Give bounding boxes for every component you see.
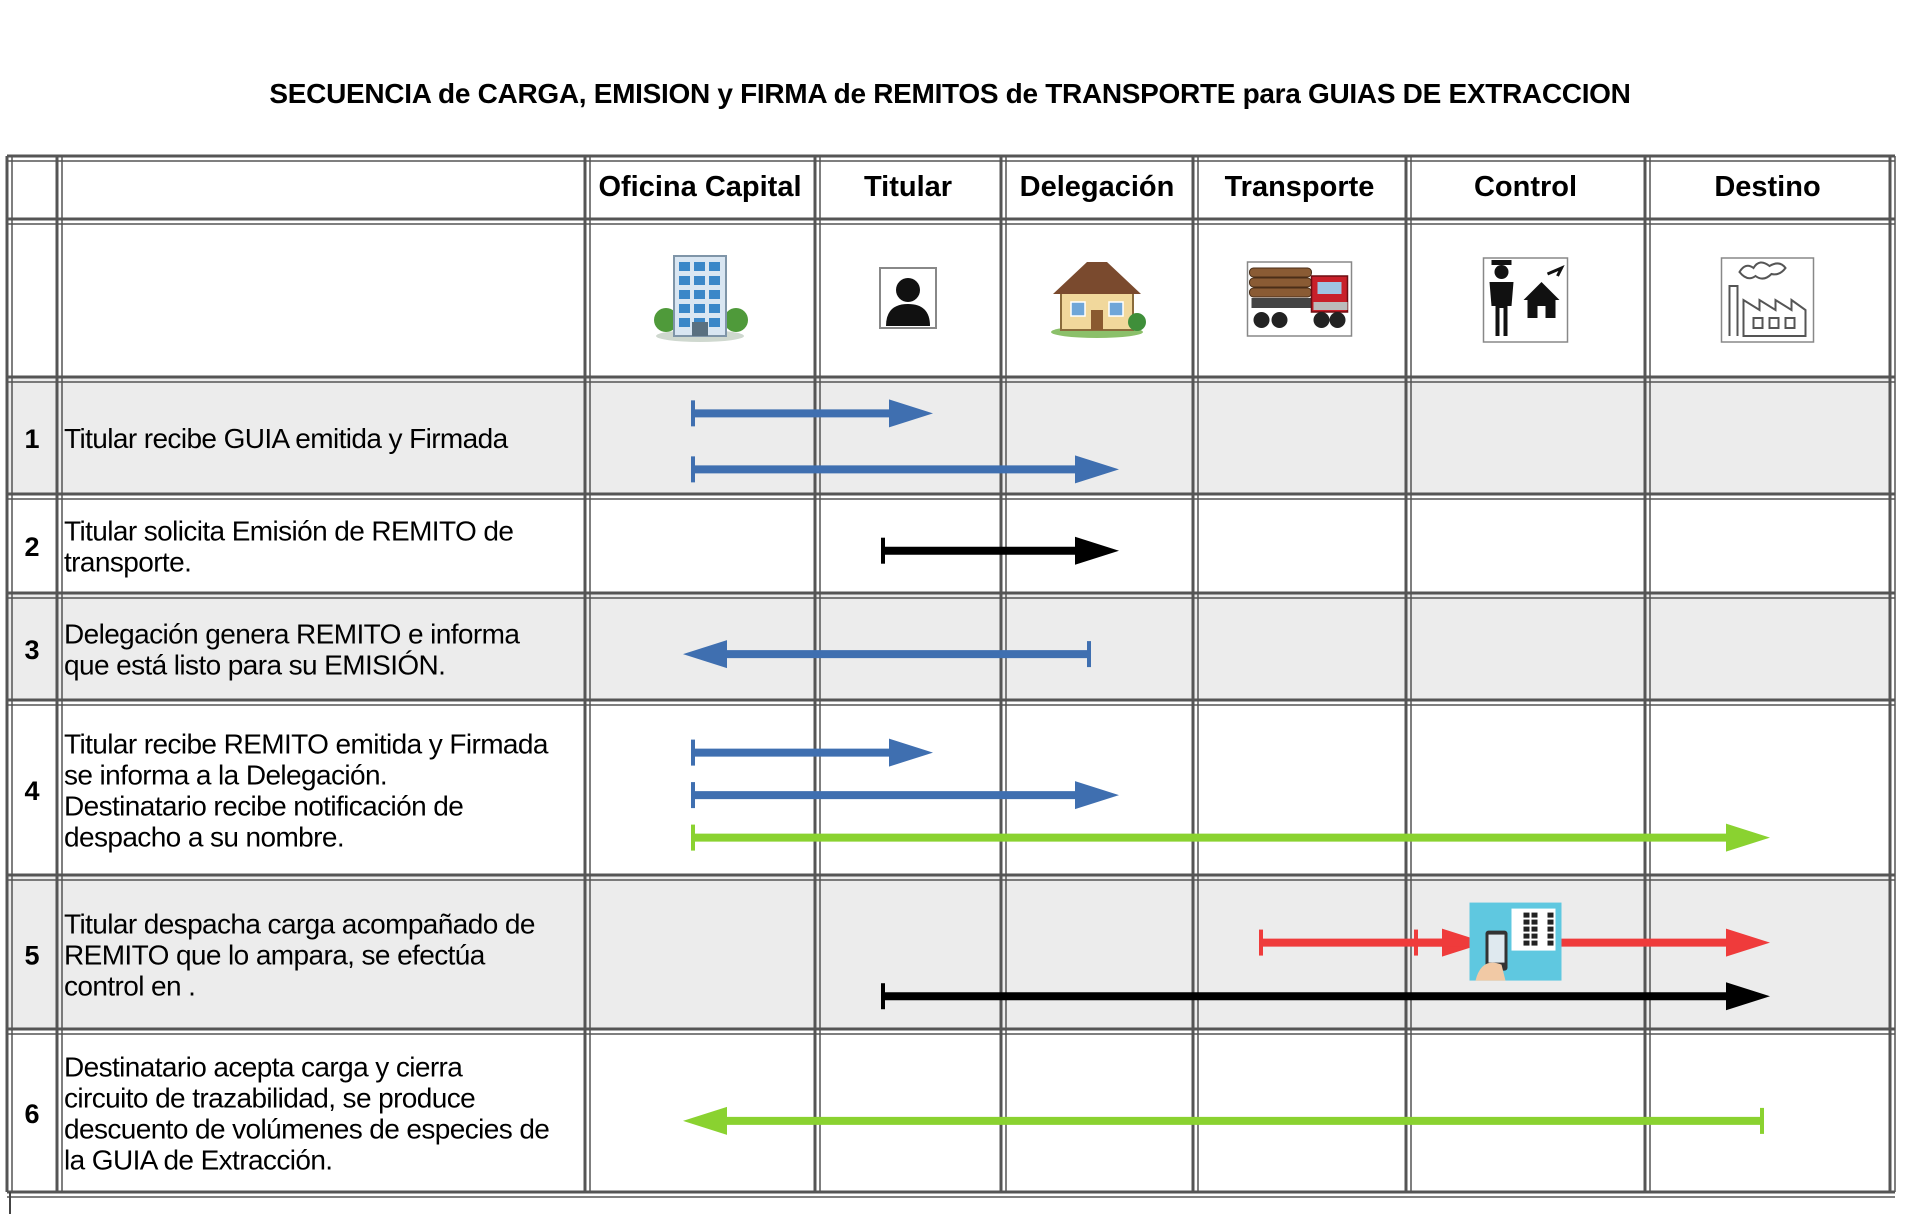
logging-truck-icon (1248, 262, 1352, 336)
step-description-line: REMITO que lo ampara, se efectúa (64, 939, 485, 971)
step-description-line: control en . (64, 970, 196, 1002)
column-header-label: Transporte (1224, 171, 1375, 203)
step-number: 3 (24, 635, 40, 665)
flow-arrow (693, 739, 933, 767)
step-description-line: se informa a la Delegación. (64, 759, 388, 791)
house-icon (1051, 262, 1146, 338)
step-description-line: despacho a su nombre. (64, 821, 345, 853)
step-number: 2 (24, 532, 40, 562)
ranger-control-icon (1484, 258, 1568, 342)
step-description-line: descuento de volúmenes de especies de (64, 1113, 550, 1145)
step-description-line: Titular recibe REMITO emitida y Firmada (64, 728, 548, 760)
step-description-line: Titular despacha carga acompañado de (64, 908, 535, 940)
column-header-label: Control (1473, 171, 1578, 203)
qr-control-icon-group (1470, 903, 1562, 981)
step-description-line: circuito de trazabilidad, se produce (64, 1082, 476, 1114)
step-description-line: la GUIA de Extracción. (64, 1144, 333, 1176)
factory-icon (1722, 258, 1814, 342)
flow-arrow (693, 824, 1770, 852)
column-headers (598, 171, 1820, 203)
column-header-label: Destino (1714, 171, 1821, 203)
page-title: SECUENCIA de CARGA, EMISION y FIRMA de REMITOS de TRANSPORTE para GUIAS DE EXTRACCION (269, 78, 1631, 109)
flow-arrow (693, 781, 1119, 809)
step-description-line: Destinatario acepta carga y cierra (64, 1051, 463, 1083)
step-number: 5 (24, 940, 40, 971)
step-descriptions (64, 423, 549, 1176)
step-number: 4 (24, 776, 40, 806)
step-description-line: Titular recibe GUIA emitida y Firmada (64, 423, 508, 454)
column-header-label: Titular (863, 171, 953, 203)
column-header-label: Oficina Capital (598, 171, 802, 203)
step-description-line: Titular solicita Emisión de REMITO de (64, 515, 514, 547)
step-description-line: Delegación genera REMITO e informa (64, 618, 520, 650)
step-description-line: Destinatario recibe notificación de (64, 790, 464, 822)
step-number: 6 (24, 1099, 40, 1129)
person-icon (880, 268, 936, 328)
column-icons (654, 256, 1814, 342)
step-description-line: que está listo para su EMISIÓN. (64, 649, 446, 681)
qr-scan-phone-icon (1470, 903, 1562, 981)
step-description-line: transporte. (64, 546, 192, 578)
step-number: 1 (24, 424, 40, 454)
flow-arrow (683, 1107, 1762, 1135)
office-building-icon (654, 256, 748, 342)
column-header-label: Delegación (1019, 171, 1175, 203)
